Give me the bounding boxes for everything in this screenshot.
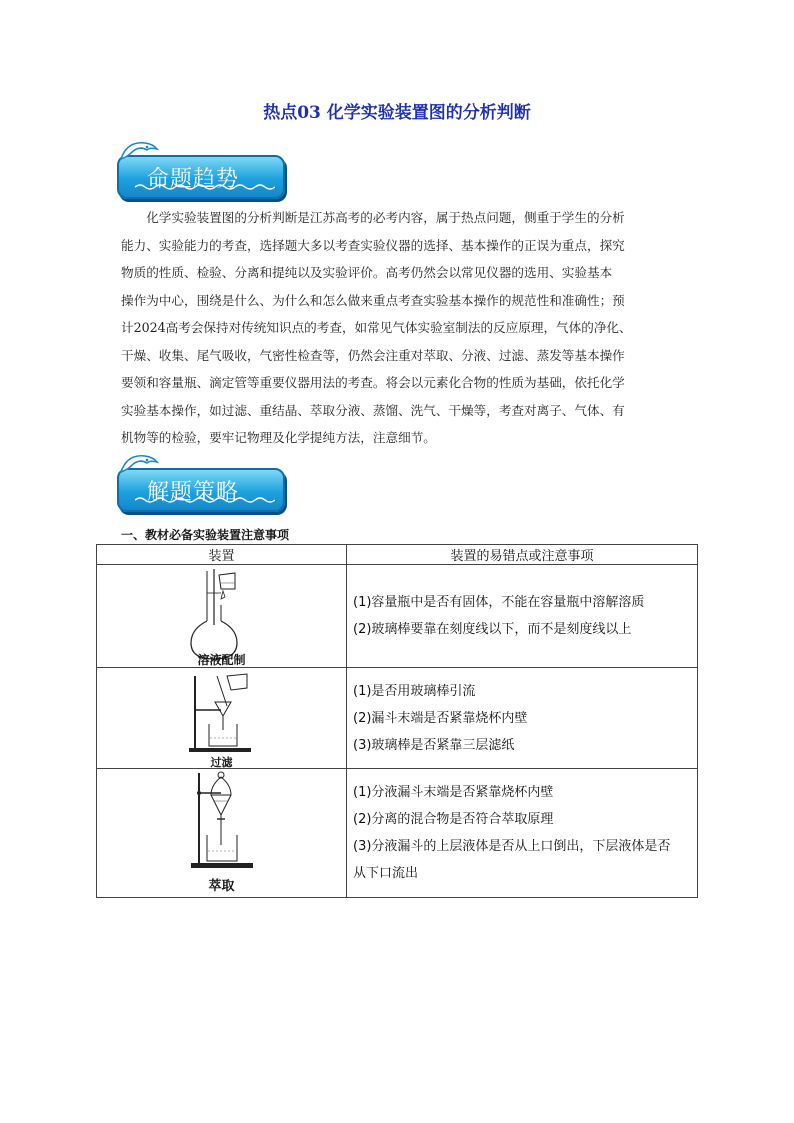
note-item: (2)分离的混合物是否符合萃取原理 (353, 812, 554, 827)
dolphin-mascot-icon (117, 137, 159, 167)
note-item: (2)漏斗末端是否紧靠烧杯内壁 (353, 710, 528, 726)
apparatus-caption: 过滤 (210, 756, 233, 769)
notes-cell (347, 565, 698, 668)
section-heading: 一、教材必备实验装置注意事项 (121, 528, 290, 542)
page-title: 热点03 化学实验装置图的分析判断 (263, 103, 531, 123)
apparatus-caption: 溶液配制 (197, 653, 246, 667)
note-item: (1)容量瓶中是否有固体，不能在容量瓶中溶解溶质 (353, 595, 645, 610)
intro-line: 能力、实验能力的考查，选择题大多以考查实验仪器的选择、基本操作的正误为重点，探究 (121, 237, 625, 253)
note-item: (3)分液漏斗的上层液体是否从上口倒出，下层液体是否 (353, 839, 671, 854)
intro-line: 计2024高考会保持对传统知识点的考查，如常见气体实验室制法的反应原理，气体的净化、 (121, 320, 632, 335)
apparatus-cell (97, 668, 347, 769)
banner-label: 命题趋势 (147, 167, 240, 192)
table-row (97, 565, 698, 668)
apparatus-cell (97, 769, 347, 898)
intro-line: 干燥、收集、尾气吸收，气密性检查等，仍然会注重对萃取、分液、过滤、蒸发等基本操作 (121, 347, 625, 363)
intro-line: 实验基本操作，如过滤、重结晶、萃取分液、蒸馏、洗气、干燥等，考查对离子、气体、有 (121, 402, 625, 418)
note-item: 从下口流出 (353, 866, 419, 881)
filtration-apparatus-icon (97, 668, 346, 768)
intro-line: 机物等的检验，要牢记物理及化学提纯方法，注意细节。 (121, 430, 436, 445)
apparatus-caption: 萃取 (208, 879, 235, 894)
notes-cell (347, 769, 698, 898)
table-header-notes: 装置的易错点或注意事项 (347, 545, 698, 565)
intro-line: 操作为中心，围绕是什么、为什么和怎么做来重点考查实验基本操作的规范性和准确性；预 (121, 292, 625, 308)
intro-line: 要领和容量瓶、滴定管等重要仪器用法的考查。将会以元素化合物的性质为基础，依托化学 (121, 375, 625, 390)
table-header-row (97, 545, 698, 565)
intro-paragraph (121, 204, 681, 452)
table-row (97, 769, 698, 898)
note-item: (2)玻璃棒要靠在刻度线以下，而不是刻度线以上 (353, 622, 632, 637)
note-item: (1)是否用玻璃棒引流 (353, 683, 476, 699)
apparatus-cell (97, 565, 347, 668)
wave-decoration-icon (135, 496, 275, 504)
table-row (97, 668, 698, 769)
note-item: (1)分液漏斗末端是否紧靠烧杯内壁 (353, 785, 554, 800)
apparatus-notes-table (96, 544, 698, 898)
intro-line: 化学实验装置图的分析判断是江苏高考的必考内容，属于热点问题，侧重于学生的分析 (146, 210, 625, 225)
wave-decoration-icon (135, 183, 275, 191)
banner-label: 解题策略 (147, 480, 240, 505)
banner-trend (117, 145, 287, 203)
dolphin-mascot-icon (117, 450, 159, 480)
banner-strategy (117, 458, 287, 516)
note-item: (3)玻璃棒是否紧靠三层滤纸 (353, 737, 515, 753)
table-header-apparatus: 装置 (97, 545, 347, 565)
notes-cell (347, 668, 698, 769)
intro-line: 物质的性质、检验、分离和提纯以及实验评价。高考仍然会以常见仪器的选用、实验基本 (121, 265, 613, 280)
